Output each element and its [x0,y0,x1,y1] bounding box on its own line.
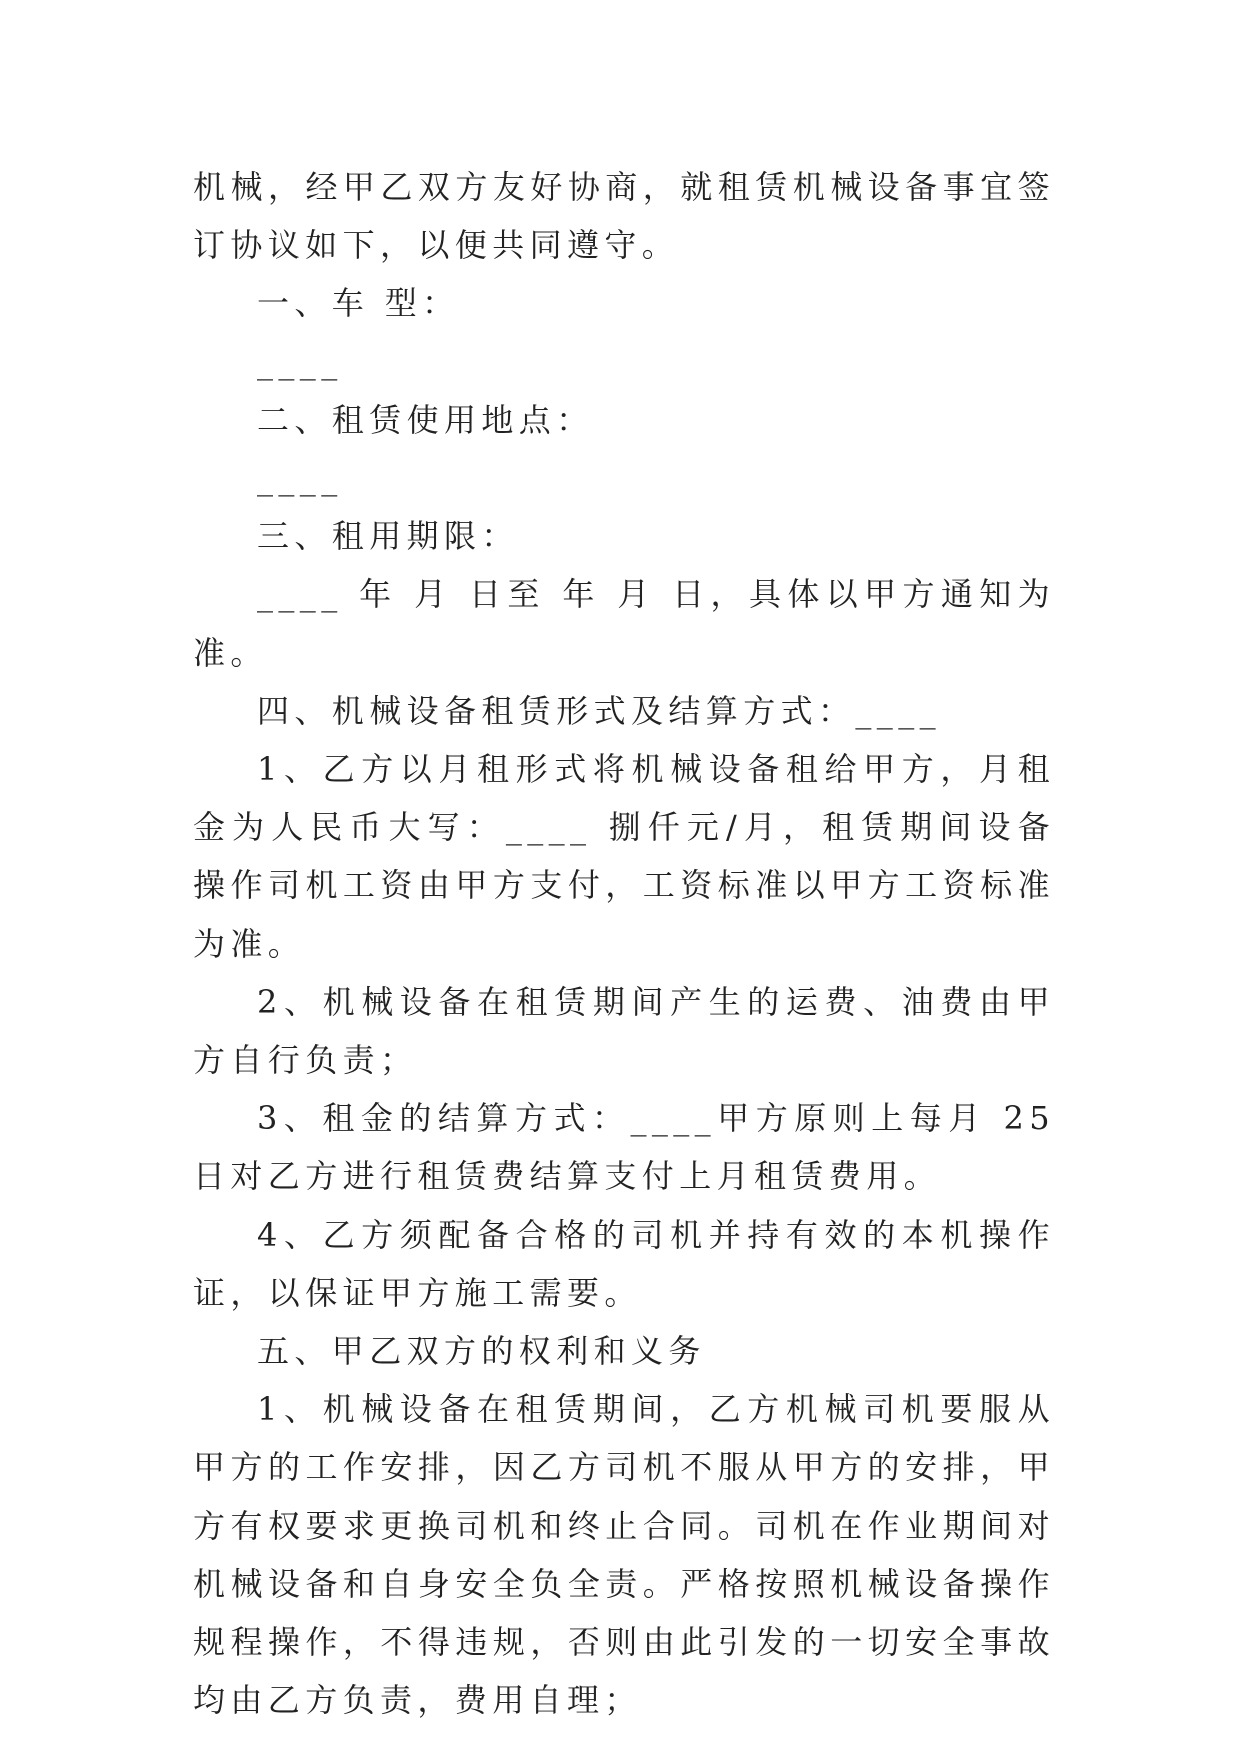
section-4-heading: 四、机械设备租赁形式及结算方式：____ [257,691,942,730]
section-1-blank: ____ [257,342,343,381]
section-3-heading: 三、租用期限： [257,517,519,556]
section-2-blank: ____ [257,459,343,498]
intro-paragraph: 机械，经甲乙双方友好协商，就租赁机械设备事宜签订协议如下，以便共同遵守。 [193,168,1055,265]
section-5-heading: 五、甲乙双方的权利和义务 [257,1332,706,1371]
section-1-heading: 一、车 型： [257,284,460,323]
document-body [193,158,1055,1729]
section-4-item-4: 4、乙方须配备合格的司机并持有效的本机操作证，以保证甲方施工需要。 [193,1215,1055,1312]
section-3-body: ____ 年 月 日至 年 月 日，具体以甲方通知为准。 [193,575,1055,672]
section-4-item-2: 2、机械设备在租赁期间产生的运费、油费由甲方自行负责； [193,982,1055,1080]
section-5-item-1: 1、机械设备在租赁期间，乙方机械司机要服从甲方的工作安排，因乙方司机不服从甲方的安排，甲方有权要求更换司机和终止合同。司机在作业期间对机械设备和自身安全负全责。严格按照机械设备操作规程操作，不得违规，否则由此引发的一切安全事故均由乙方负责，费用自理； [193,1390,1055,1720]
section-2-heading: 二、租赁使用地点： [257,400,594,439]
section-4-item-3: 3、租金的结算方式：____甲方原则上每月 25 日对乙方进行租赁费结算支付上月租赁费用。 [193,1099,1055,1196]
section-4-item-1: 1、乙方以月租形式将机械设备租给甲方，月租金为人民币大写：____ 捌仟元/月，租赁期间设备操作司机工资由甲方支付，工资标准以甲方工资标准为准。 [193,750,1055,963]
